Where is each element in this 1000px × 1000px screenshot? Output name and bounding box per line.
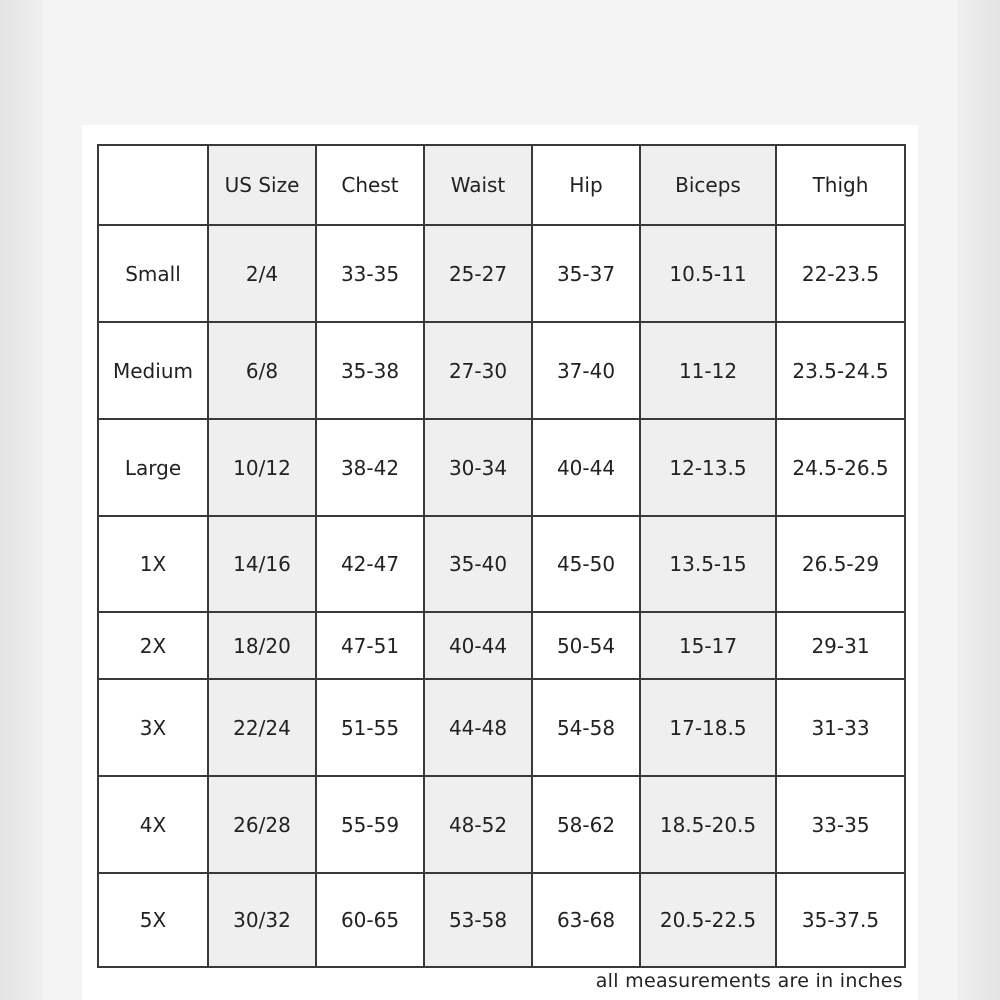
biceps-cell: 17-18.5 [640, 679, 776, 776]
size-label-cell: 2X [98, 612, 208, 679]
header-cell-us-size: US Size [208, 145, 316, 225]
hip-cell: 58-62 [532, 776, 640, 873]
biceps-cell: 18.5-20.5 [640, 776, 776, 873]
size-chart-table [97, 144, 906, 968]
hip-cell: 37-40 [532, 322, 640, 419]
waist-cell: 48-52 [424, 776, 532, 873]
waist-cell: 40-44 [424, 612, 532, 679]
header-cell-thigh: Thigh [776, 145, 905, 225]
us-size-cell: 2/4 [208, 225, 316, 322]
chest-cell: 47-51 [316, 612, 424, 679]
hip-cell: 40-44 [532, 419, 640, 516]
waist-cell: 30-34 [424, 419, 532, 516]
biceps-cell: 13.5-15 [640, 516, 776, 612]
header-cell-corner [98, 145, 208, 225]
chest-cell: 51-55 [316, 679, 424, 776]
hip-cell: 45-50 [532, 516, 640, 612]
waist-cell: 35-40 [424, 516, 532, 612]
header-row [98, 145, 905, 225]
table-row [98, 873, 905, 967]
chest-cell: 35-38 [316, 322, 424, 419]
chest-cell: 38-42 [316, 419, 424, 516]
us-size-cell: 10/12 [208, 419, 316, 516]
us-size-cell: 6/8 [208, 322, 316, 419]
biceps-cell: 15-17 [640, 612, 776, 679]
size-label-cell: 1X [98, 516, 208, 612]
biceps-cell: 11-12 [640, 322, 776, 419]
waist-cell: 44-48 [424, 679, 532, 776]
us-size-cell: 26/28 [208, 776, 316, 873]
us-size-cell: 22/24 [208, 679, 316, 776]
background-right-edge [958, 0, 1000, 1000]
hip-cell: 50-54 [532, 612, 640, 679]
thigh-cell: 23.5-24.5 [776, 322, 905, 419]
background-left-edge [0, 0, 42, 1000]
thigh-cell: 33-35 [776, 776, 905, 873]
waist-cell: 53-58 [424, 873, 532, 967]
us-size-cell: 14/16 [208, 516, 316, 612]
biceps-cell: 20.5-22.5 [640, 873, 776, 967]
table-row [98, 322, 905, 419]
size-label-cell: Large [98, 419, 208, 516]
header-cell-waist: Waist [424, 145, 532, 225]
header-cell-chest: Chest [316, 145, 424, 225]
waist-cell: 25-27 [424, 225, 532, 322]
chest-cell: 42-47 [316, 516, 424, 612]
header-cell-biceps: Biceps [640, 145, 776, 225]
table-row [98, 679, 905, 776]
us-size-cell: 30/32 [208, 873, 316, 967]
table-row [98, 516, 905, 612]
chest-cell: 33-35 [316, 225, 424, 322]
table-row [98, 776, 905, 873]
thigh-cell: 29-31 [776, 612, 905, 679]
hip-cell: 63-68 [532, 873, 640, 967]
hip-cell: 35-37 [532, 225, 640, 322]
biceps-cell: 10.5-11 [640, 225, 776, 322]
table-row [98, 612, 905, 679]
size-label-cell: 5X [98, 873, 208, 967]
size-label-cell: 3X [98, 679, 208, 776]
chest-cell: 60-65 [316, 873, 424, 967]
thigh-cell: 26.5-29 [776, 516, 905, 612]
thigh-cell: 35-37.5 [776, 873, 905, 967]
biceps-cell: 12-13.5 [640, 419, 776, 516]
thigh-cell: 31-33 [776, 679, 905, 776]
table-row [98, 225, 905, 322]
measurement-unit-note: all measurements are in inches [595, 970, 903, 992]
waist-cell: 27-30 [424, 322, 532, 419]
header-cell-hip: Hip [532, 145, 640, 225]
chest-cell: 55-59 [316, 776, 424, 873]
table-row [98, 419, 905, 516]
hip-cell: 54-58 [532, 679, 640, 776]
size-label-cell: 4X [98, 776, 208, 873]
size-label-cell: Small [98, 225, 208, 322]
thigh-cell: 22-23.5 [776, 225, 905, 322]
size-label-cell: Medium [98, 322, 208, 419]
us-size-cell: 18/20 [208, 612, 316, 679]
thigh-cell: 24.5-26.5 [776, 419, 905, 516]
